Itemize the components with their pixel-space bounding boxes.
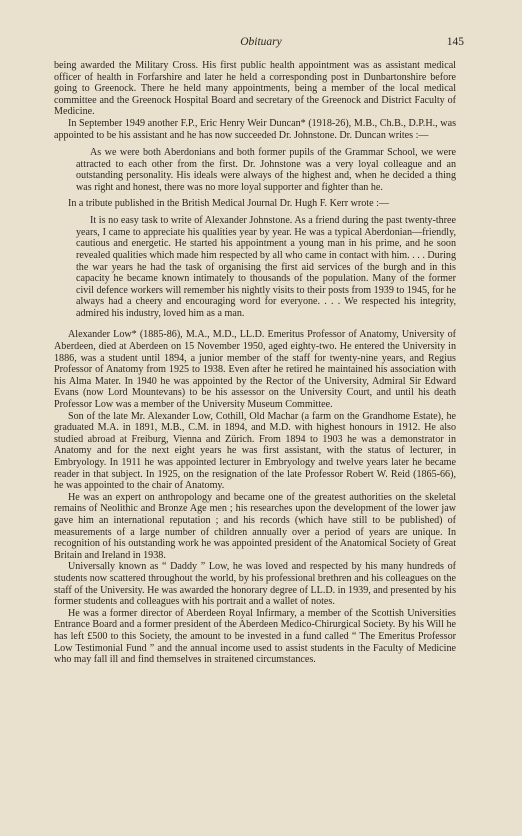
paragraph: being awarded the Military Cross. His first public health appointment was as assistant medical officer of health in Forfarshire and later he held a corresponding post in Dunbartonshire before going to Greenock. There he held many appointments, being a member of the local medical committee and the Greenock Hospital Board and secretary of the Greenock and District Faculty of Medicine.	[54, 60, 456, 118]
page-number: 145	[446, 36, 464, 48]
obituary-entry-heading-paragraph: Alexander Low* (1885-86), M.A., M.D., LL.D. Emeritus Professor of Anatomy, University of Aberdeen, died at Aberdeen on 15 November 1950, aged eighty-two. He entered the University in 1886, was a student until 1894, a junior member of the staff for twenty-nine years, and Regius Professor of Anatomy from 1925 to 1938. Even after he retired he maintained his association with his Alma Mater. In 1940 he was appointed by the Rector of the University, Admiral Sir Edward Evans (now Lord Mountevans) to be his assessor on the University Court, and until his death Professor Low was a member of the University Museum Committee.	[54, 329, 456, 411]
paragraph: In September 1949 another F.P., Eric Henry Weir Duncan* (1918-26), M.B., Ch.B., D.P.H., was appointed to be his assistant and he has now succeeded Dr. Johnstone. Dr. Duncan writes :—	[54, 117, 456, 141]
paragraph: Son of the late Mr. Alexander Low, Cothill, Old Machar (a farm on the Grandhome Estate), he graduated M.A. in 1891, M.B., C.M. in 1894, and M.D. with highest honours in 1912. He also studied abroad at Freiburg, Vienna and Zürich. From 1894 to 1903 he was a demonstrator in Anatomy and for the next eight years he was first assistant, with the status of lecturer, in Embryology. In 1911 he was appointed lecturer in Embryology and twelve years later he became reader in that subject. In 1925, on the resignation of the late Professor Robert W. Reid (1865-66), he was appointed to the chair of Anatomy.	[54, 410, 456, 492]
paragraph: He was an expert on anthropology and became one of the greatest authorities on the skeletal remains of Neolithic and Bronze Age men ; his researches upon the development of the lower jaw gave him an international reputation ; and his records (which have still to be published) of measurements of a large number of children annually over a period of years are unique. In recognition of his outstanding work he was appointed president of the Anatomical Society of Great Britain and Ireland in 1938.	[54, 491, 456, 561]
section-title: Obituary	[240, 36, 282, 48]
block-quote: As we were both Aberdonians and both former pupils of the Grammar School, we were attracted to each other from the first. Dr. Johnstone was a very loyal colleague and an outstanding personality. His ideals were always of the highest and, when he decided a thing was right and honest, there was no more loyal supporter and fighter than he.	[76, 147, 456, 193]
block-quote: It is no easy task to write of Alexander Johnstone. As a friend during the past twenty-three years, I came to appreciate his qualities year by year. He was a typical Aberdonian—friendly, cautious and energetic. He started his appointment a young man in his prime, and he soon revealed qualities which made him respected by all who came in contact with him. . . . During the war years he had the task of organising the first aid services of the burgh and in this capacity he became known intimately to thousands of the population. Many of the former civil defence workers will remember his nightly visits to their posts from 1939 to 1945, for he always had a cheery and encouraging word for everyone. . . . We respected his integrity, admired his industry, loved him as a man.	[76, 215, 456, 319]
paragraph: He was a former director of Aberdeen Royal Infirmary, a member of the Scottish Universities Entrance Board and a former president of the Aberdeen Medico-Chirurgical Society. By his Will he has left £500 to this Society, the amount to be invested in a fund called “ The Emeritus Professor Low Testimonial Fund ” and the annual income used to assist students in the Faculty of Medicine who may fall ill and find themselves in straitened circumstances.	[54, 607, 456, 666]
running-header	[54, 36, 468, 52]
paragraph: Universally known as “ Daddy ” Low, he was loved and respected by his many hundreds of students now scattered throughout the world, by his professional brethren and his colleagues on the staff of the University. He was awarded the honorary degree of LL.D. in 1939, and presented by his former students and colleagues with his portrait and a wallet of notes.	[54, 561, 456, 608]
article-body	[54, 60, 456, 666]
paragraph: In a tribute published in the British Medical Journal Dr. Hugh F. Kerr wrote :—	[68, 197, 390, 209]
